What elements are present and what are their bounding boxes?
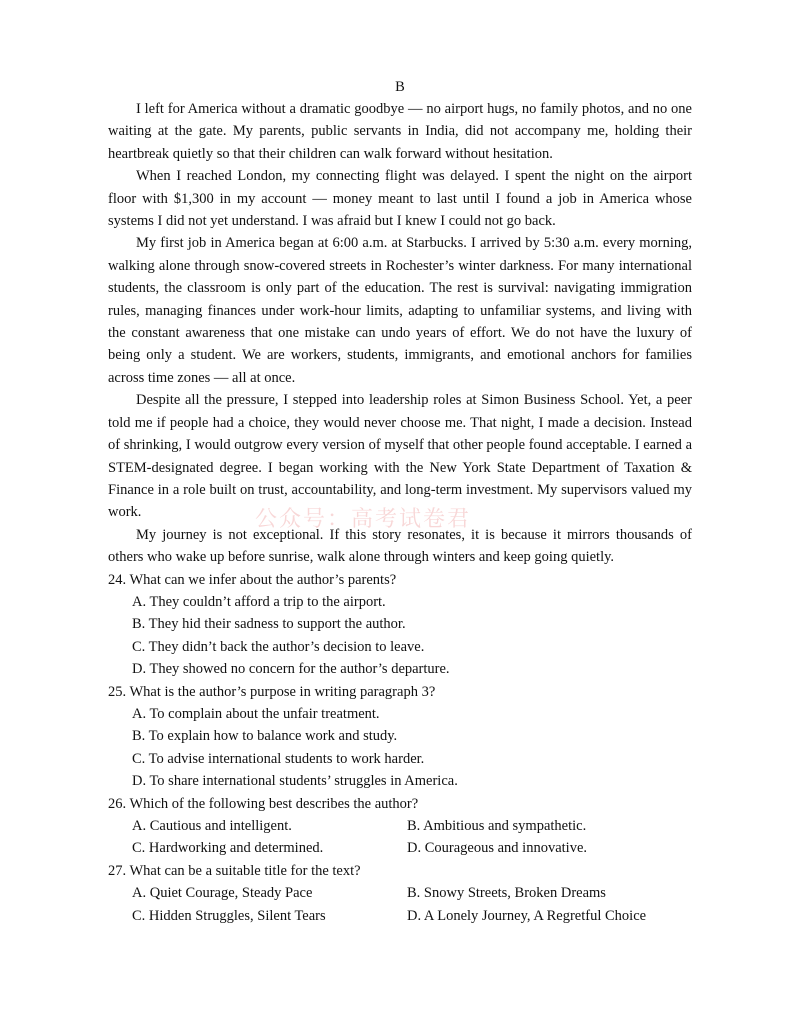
question-stem: 26. Which of the following best describes the author? (108, 795, 419, 812)
option-c: C. They didn’t back the author’s decision to leave. (132, 638, 425, 655)
option-c: C. To advise international students to work harder. (132, 750, 425, 767)
reading-passage (108, 98, 692, 569)
option-row (132, 837, 692, 859)
question-list (108, 569, 692, 928)
question-26 (108, 793, 692, 860)
option-a: A. To complain about the unfair treatment. (132, 705, 380, 722)
option-b: B. Snowy Streets, Broken Dreams (407, 885, 606, 902)
question-stem: 27. What can be a suitable title for the text? (108, 862, 361, 879)
watermark: 公众号：高考试卷君 (255, 507, 472, 532)
paragraph-4: Despite all the pressure, I stepped into leadership roles at Simon Business School. Yet, a peer told me if people had a choice, they would never choose me. That night, I made a decision. Instead of shrinking, I would outgrow every version of myself that other people found acceptable. I earned a STEM-designated degree. I began working with the New York State Department of Taxation & Finance in a role built on trust, accountability, and long-term investment. My supervisors valued my work. (108, 392, 692, 521)
option-row (132, 815, 692, 837)
option-b: B. They hid their sadness to support the author. (132, 616, 406, 633)
option-d: D. They showed no concern for the author’s departure. (132, 661, 450, 678)
question-24 (108, 569, 692, 681)
option-a: A. Quiet Courage, Steady Pace (132, 885, 313, 902)
exam-page (108, 76, 692, 927)
option-d: D. A Lonely Journey, A Regretful Choice (407, 907, 647, 924)
option-a: A. Cautious and intelligent. (132, 818, 292, 834)
option-b: B. Ambitious and sympathetic. (407, 818, 587, 834)
paragraph-3: My first job in America began at 6:00 a.m. at Starbucks. I arrived by 5:30 a.m. every morning, walking alone through snow-covered streets in Rochester’s winter darkness. For many international students, the classroom is only part of the education. The rest is survival: navigating immigration rules, managing finances under work-hour limits, adapting to unfamiliar systems, and living with the constant awareness that one mistake can undo years of effort. We do not have the luxury of being only a student. We are workers, students, immigrants, and emotional anchors for families across time zones — all at once. (108, 235, 692, 386)
option-row (132, 905, 692, 927)
question-27 (108, 860, 692, 927)
paragraph-1: I left for America without a dramatic goodbye — no airport hugs, no family photos, and no one waiting at the gate. My parents, public servants in India, did not accompany me, holding their heartbreak quietly so that their children can walk forward without hesitation. (108, 101, 692, 162)
option-row (132, 882, 692, 904)
option-a: A. They couldn’t afford a trip to the airport. (132, 593, 386, 610)
paragraph-2: When I reached London, my connecting flight was delayed. I spent the night on the airport floor with $1,300 in my account — money meant to last until I found a job in America whose systems I did not yet understand. I was afraid but I knew I could not go back. (108, 168, 692, 230)
question-stem: 25. What is the author’s purpose in writing paragraph 3? (108, 683, 436, 700)
option-b: B. To explain how to balance work and study. (132, 728, 398, 745)
option-c: C. Hardworking and determined. (132, 840, 324, 857)
paragraph-5: My journey is not exceptional. If this story resonates, it is because it mirrors thousands of others who wake up before sunrise, walk alone through winters and keep going quietly. (108, 526, 692, 566)
question-stem: 24. What can we infer about the author’s parents? (108, 571, 397, 588)
option-d: D. Courageous and innovative. (407, 840, 588, 857)
section-label: B (395, 79, 405, 95)
question-25 (108, 681, 692, 793)
option-c: C. Hidden Struggles, Silent Tears (132, 907, 326, 924)
option-d: D. To share international students’ struggles in America. (132, 773, 458, 790)
